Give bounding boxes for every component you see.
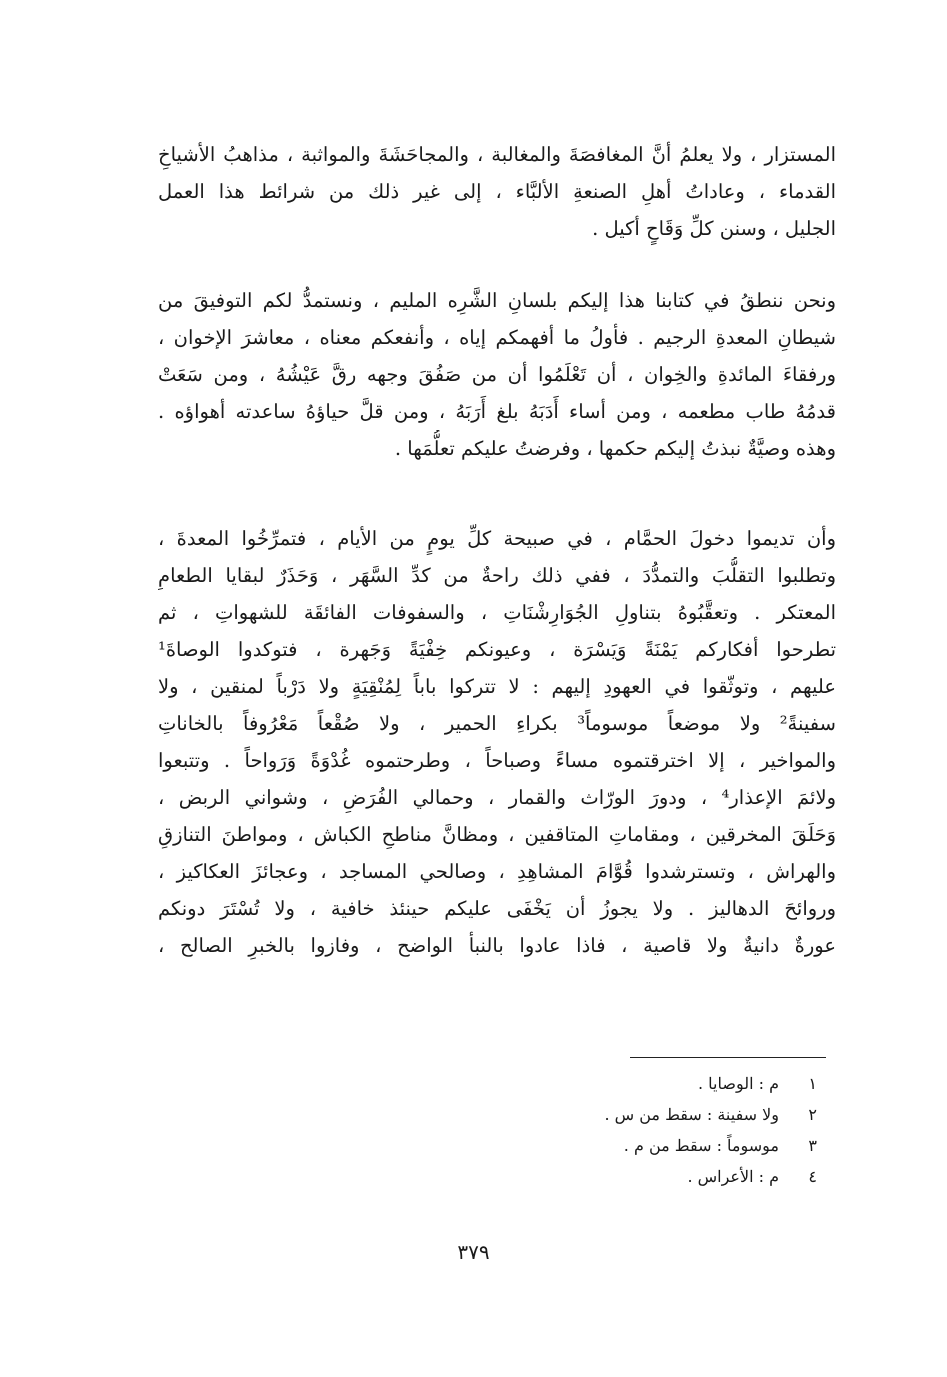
text-line: ولائمَ الإعذار⁴ ، ودورَ الورّاث والقمار ، وحمالي الفُرَضِ ، وشواني الربض ، <box>158 786 836 809</box>
text-line: المستزار ، ولا يعلمُ أنَّ المغافصَةَ والمغالبة ، والمجاحَشَةَ والمواثبة ، مذاهبُ الأشياخِ <box>158 143 836 166</box>
text-line: والمواخير ، إلا اخترقتموه مساءً وصباحاً ، وطرحتموه غُدْوَةً وَرَواحاً . وتتبعوا <box>158 749 836 772</box>
footnote-number: ٣ <box>808 1136 817 1155</box>
footnote-number: ١ <box>808 1074 817 1093</box>
footnote-text: ولا سفينة : سقط من س . <box>604 1105 779 1124</box>
footnote <box>517 1099 817 1130</box>
footnote-number: ٤ <box>808 1167 817 1186</box>
text-line: سفينةً² ولا موضعاً موسوماً³ بكراءِ الحمير ، ولا صُقْعاً مَعْرُوفاً بالخاناتِ <box>158 712 836 735</box>
text-line: ورفقاءَ المائدةِ والخِوان ، أن تَعْلَمُوا أن من صَفُقَ وجهه رقَّ عَيْشُهُ ، ومن سَعَتْ <box>158 363 836 386</box>
text-line: والهراش ، وتسترشدوا قُوَّامَ المشاهِدِ ، وصالحي المساجد ، وعجائزَ العكاكيز ، <box>158 860 836 883</box>
paragraph-2 <box>158 282 836 467</box>
footnote <box>517 1130 817 1161</box>
footnote-divider <box>630 1057 826 1058</box>
footnote-text: م : الأعراس . <box>687 1167 779 1186</box>
footnote <box>517 1161 817 1192</box>
paragraph-1 <box>158 136 836 247</box>
text-line: وَحَلَقَ المخرقين ، ومقاماتِ المتاقفين ، ومظانَّ مناطحِ الكباش ، ومواطنَ التنازقِ <box>158 823 836 846</box>
text-line: عليهم ، وتوثّقوا في العهودِ إليهم : لا تتركوا باباً لِمُنْقِيَةٍ ولا دَرْباً لمنقين ، ولا <box>158 675 836 698</box>
paragraph-3 <box>158 520 836 964</box>
footnotes <box>517 1068 817 1192</box>
footnote <box>517 1068 817 1099</box>
text-line: المعتكر . وتعقَّبُوهُ بتناولِ الجُوَارِشْنَاتِ ، والسفوفات الفائقَة للشهواتِ ، ثم <box>158 601 836 624</box>
text-line: وهذه وصيَّةٌ نبذتُ إليكم حكمها ، وفرضتُ عليكم تعلُّمَها . <box>394 437 836 460</box>
text-line: وروائحَ الدهاليز . ولا يجوزُ أن يَخْفَى عليكم حينئذ خافية ، ولا تُسْتَرَ دونكم <box>158 897 836 920</box>
footnote-number: ٢ <box>808 1105 817 1124</box>
text-line: شيطانِ المعدةِ الرجيم . فأولُ ما أفهمكم إياه ، وأنفعكم معناه ، معاشرَ الإخوان ، <box>158 326 836 349</box>
text-line: تطرحوا أفكاركم يَمْنَةً وَيَسْرَة ، وعيونكم خِفْيَةً وَجَهرة ، فتوكدوا الوصاةَ¹ <box>158 638 836 661</box>
footnote-text: م : الوصايا . <box>697 1074 779 1093</box>
text-line: عورةٌ دانيةٌ ولا قاصية ، فاذا عادوا بالنبأ الواضح ، وفازوا بالخبرِ الصالح ، <box>158 934 836 957</box>
text-line: وأن تديموا دخولَ الحمَّام ، في صبيحة كلِّ يومٍ من الأيام ، فتمرِّخُوا المعدةَ ، <box>158 527 836 550</box>
text-line: ونحن ننطقُ في كتابنا هذا إليكم بلسانِ الشَّرِه المليم ، ونستمدُّ لكم التوفيقَ من <box>158 289 836 312</box>
page-number: ٣٧٩ <box>457 1240 490 1264</box>
text-line: القدماء ، وعاداتُ أهلِ الصنعةِ الألبَّاء ، إلى غير ذلك من شرائط هذا العمل <box>158 180 836 203</box>
text-line: وتطلبوا التقلُّبَ والتمدُّدَ ، ففي ذلك راحةٌ من كدِّ السَّهَر ، وَحَذَرٌ لبقايا الطعامِ <box>158 564 836 587</box>
text-line: قدمُهُ طاب مطعمه ، ومن أساء أَدَبَهُ بلغ أَرَبَهُ ، ومن قلَّ حياؤهُ ساعدته أهواؤه . <box>158 400 836 423</box>
footnote-text: موسوماً : سقط من م . <box>623 1136 779 1155</box>
text-line: الجليل ، وسنن كلِّ وَقَاحٍ أكيل . <box>592 217 836 240</box>
